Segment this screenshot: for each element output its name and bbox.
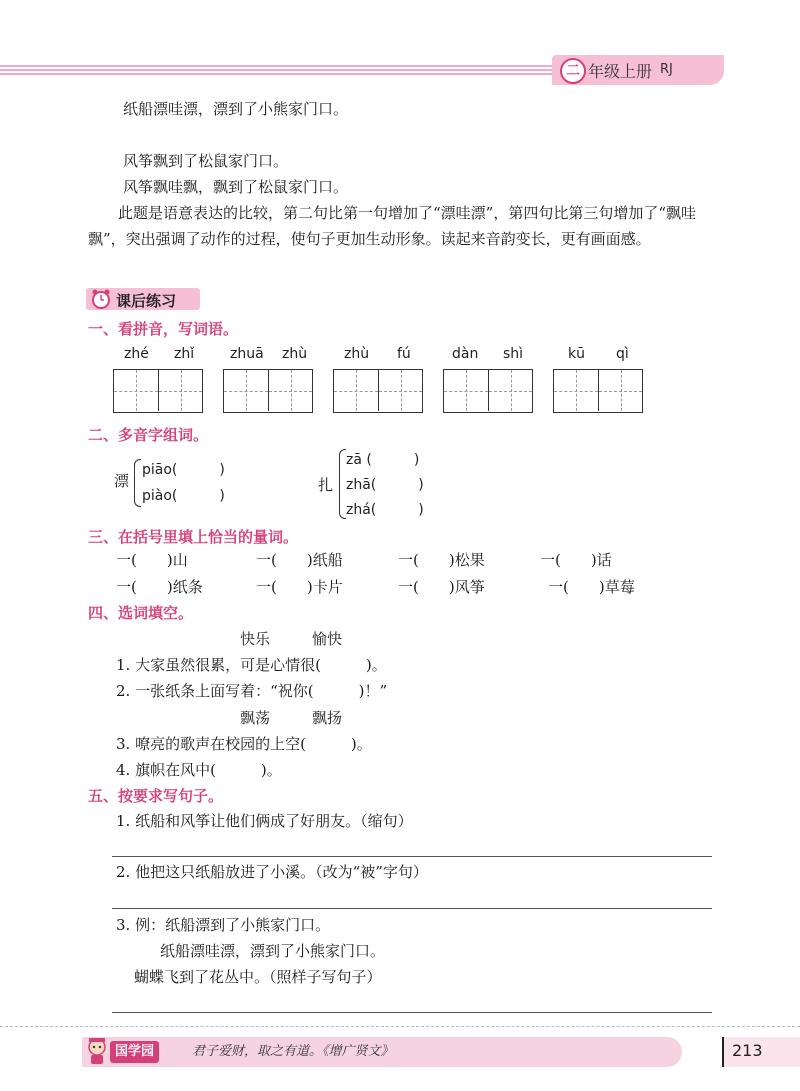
measure-2-2[interactable]: 一( )卡片 [256,578,343,596]
footer-badge [84,1039,188,1065]
reading-2a[interactable]: zā ( ) [346,452,420,468]
measure-1-1[interactable]: 一( )山 [116,551,188,569]
reading-1a[interactable]: piāo( ) [142,462,225,478]
word-choice-2b: 飘扬 [312,709,343,727]
scholar-mascot-icon [84,1037,110,1065]
writing-grid-4[interactable] [443,369,533,413]
section1-title: 一、看拼音，写词语。 [88,320,239,338]
pinyin-2a: zhuā [230,346,264,362]
pinyin-4b: shì [503,346,524,362]
word-choice-1b: 愉快 [312,630,343,648]
header-band [0,62,560,78]
pinyin-3b: fú [397,346,411,362]
intro-line-3: 风筝飘哇飘，飘到了松鼠家门口。 [123,178,349,196]
practice-badge-label: 课后练习 [116,292,177,310]
measure-2-4[interactable]: 一( )草莓 [548,578,635,596]
grade-label: 年级上册 [588,62,653,81]
footer-divider [0,1026,800,1027]
question-4-2[interactable]: 2. 一张纸条上面写着：“祝你( )！” [116,682,388,700]
measure-1-2[interactable]: 一( )纸船 [256,551,343,569]
question-5-3-label: 3. 例：纸船漂到了小熊家门口。 [116,916,331,934]
section2-title: 二、多音字组词。 [88,426,209,444]
question-5-1: 1. 纸船和风筝让他们俩成了好朋友。（缩句） [116,812,413,830]
edition-label: RJ [660,62,673,77]
reading-2c[interactable]: zhá( ) [346,502,424,518]
intro-line-2: 风筝飘到了松鼠家门口。 [123,152,289,170]
writing-grid-2[interactable] [223,369,313,413]
measure-1-4[interactable]: 一( )话 [540,551,612,569]
header-stripes [0,62,560,78]
grade-tab [552,55,724,85]
word-choice-2a: 飘荡 [240,709,271,727]
question-4-3[interactable]: 3. 嘹亮的歌声在校园的上空( )。 [116,735,372,753]
pinyin-5b: qì [616,346,629,362]
answer-line-1[interactable] [112,856,712,857]
writing-grid-3[interactable] [333,369,423,413]
pinyin-1a: zhé [124,346,149,362]
question-5-3-task: 蝴蝶飞到了花丛中。（照样子写句子） [134,968,382,986]
word-choice-1a: 快乐 [240,630,271,648]
footer-quote: 君子爱财，取之有道。《增广贤文》 [192,1044,394,1059]
grade-circle: 二 [560,58,586,84]
reading-2b[interactable]: zhā( ) [346,477,424,493]
brace-1 [134,459,141,507]
answer-line-2[interactable] [112,908,712,909]
polyphone-char-2: 扎 [318,476,334,494]
pinyin-4a: dàn [452,346,479,362]
pinyin-2b: zhù [282,346,308,362]
writing-grid-1[interactable] [113,369,203,413]
measure-2-1[interactable]: 一( )纸条 [116,578,203,596]
measure-1-3[interactable]: 一( )松果 [398,551,485,569]
question-4-1[interactable]: 1. 大家虽然很累，可是心情很( )。 [116,656,387,674]
page-number: 213 [732,1041,763,1060]
section5-title: 五、按要求写句子。 [88,787,224,805]
measure-2-3[interactable]: 一( )风筝 [398,578,485,596]
section3-title: 三、在括号里填上恰当的量词。 [88,528,299,546]
reading-1b[interactable]: piào( ) [142,488,225,504]
alarm-clock-icon [90,288,112,310]
question-5-3-example: 纸船漂哇漂，漂到了小熊家门口。 [160,942,386,960]
question-4-4[interactable]: 4. 旗帜在风中( )。 [116,761,282,779]
pinyin-1b: zhǐ [174,346,195,362]
pinyin-5a: kū [568,346,585,362]
question-5-2: 2. 他把这只纸船放进了小溪。（改为“被”字句） [116,863,428,881]
footer-badge-label: 国学园 [110,1041,159,1063]
writing-grid-5[interactable] [553,369,643,413]
answer-line-3[interactable] [112,1012,712,1013]
practice-badge [86,288,200,310]
brace-2 [339,449,346,519]
pinyin-3a: zhù [344,346,370,362]
intro-paragraph: 此题是语意表达的比较，第二句比第一句增加了“漂哇漂”，第四句比第三句增加了“飘哇飘”，突出强调了动作的过程，使句子更加生动形象。读起来音韵变长，更有画面感。 [88,204,697,248]
intro-line-1: 纸船漂哇漂，漂到了小熊家门口。 [123,100,349,118]
section4-title: 四、选词填空。 [88,604,194,622]
polyphone-char-1: 漂 [114,472,130,490]
